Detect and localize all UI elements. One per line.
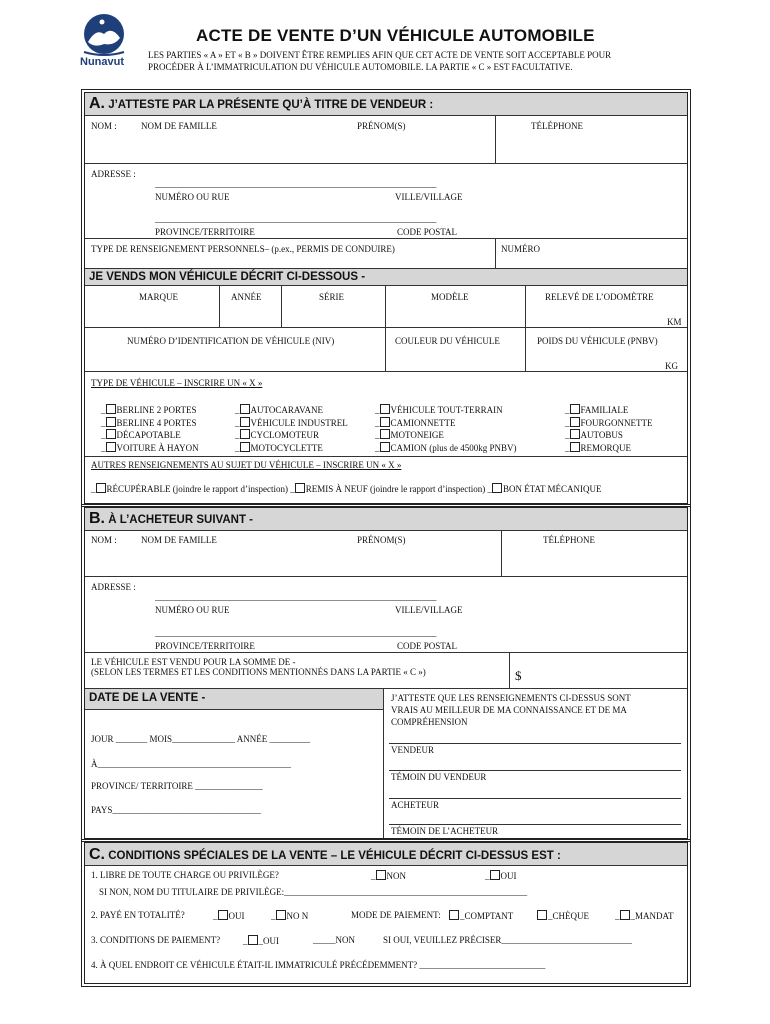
vehicle-type-option[interactable]: _ VÉHICULE INDUSTREL: [235, 417, 348, 428]
checkbox-icon: [240, 429, 250, 439]
other-info-label: AUTRES RENSEIGNEMENTS AU SUJET DU VÉHICULE – INSCRIRE UN « X »: [91, 460, 402, 470]
section-c-conditions: [84, 842, 688, 984]
payment-cash-option[interactable]: _COMPTANT: [449, 910, 513, 921]
vehicle-type-col-1: [101, 404, 199, 454]
vehicle-type-option[interactable]: _ VOITURE À HAYON: [101, 442, 199, 453]
vehicle-type-option[interactable]: _ DÉCAPOTABLE: [101, 430, 181, 440]
payment-cheque-option[interactable]: _CHÈQUE: [537, 910, 589, 921]
seller-phone-field[interactable]: TÉLÉPHONE: [531, 121, 583, 131]
seller-province-label: PROVINCE/TERRITOIRE: [155, 227, 255, 237]
vehicle-type-option[interactable]: _ BERLINE 2 PORTES: [101, 405, 197, 415]
q1-oui-option[interactable]: _ OUI: [485, 871, 517, 881]
nunavut-logo: [78, 12, 130, 72]
checkbox-icon: [240, 404, 250, 414]
vehicle-type-col-4: [565, 404, 653, 454]
rebuilt-option[interactable]: _ REMIS À NEUF (joindre le rapport d’inspection): [290, 484, 486, 494]
subtitle-line-2: PROCÉDER À L’IMMATRICULATION DU VÉHICULE AUTOMOBILE. LA PARTIE « C » EST FACULTATIVE.: [148, 62, 573, 72]
vehicle-type-label: TYPE DE VÉHICULE – INSCRIRE UN « X »: [91, 378, 263, 388]
vehicle-type-option[interactable]: _ CAMION (plus de 4500kg PNBV): [375, 442, 517, 453]
vehicle-type-option[interactable]: _ CYCLOMOTEUR: [235, 430, 320, 440]
seller-firstname-field[interactable]: PRÉNOM(S): [357, 121, 406, 131]
q3-payment-terms: 3. CONDITIONS DE PAIEMENT?: [91, 935, 221, 945]
vehicle-year-field[interactable]: ANNÉE: [231, 292, 262, 302]
buyer-street-label: NUMÉRO OU RUE: [155, 605, 230, 615]
vehicle-title: JE VENDS MON VÉHICULE DÉCRIT CI-DESSOUS -: [89, 271, 366, 283]
seller-street-label: NUMÉRO OU RUE: [155, 192, 230, 202]
vehicle-type-option[interactable]: _ MOTONEIGE: [375, 430, 444, 440]
form-subtitle: [148, 49, 708, 73]
buyer-signature-field[interactable]: ACHETEUR: [391, 800, 439, 810]
good-condition-option[interactable]: _ BON ÉTAT MÉCANIQUE: [487, 484, 602, 494]
buyer-city-label: VILLE/VILLAGE: [395, 605, 463, 615]
section-b-buyer: [84, 507, 688, 839]
q3-non-option[interactable]: _____NON: [313, 935, 355, 945]
vehicle-type-option[interactable]: _ FAMILIALE: [565, 405, 629, 415]
sale-amount-label: LE VÉHICULE EST VENDU POUR LA SOMME DE -: [91, 657, 296, 667]
vehicle-type-option[interactable]: _ CAMIONNETTE: [375, 417, 456, 428]
checkbox-icon: [449, 910, 459, 920]
buyer-nom-label: NOM :: [91, 535, 117, 545]
q1-lien-free: 1. LIBRE DE TOUTE CHARGE OU PRIVILÈGE?: [91, 870, 279, 880]
sale-amount-field[interactable]: $: [515, 668, 522, 683]
checkbox-icon: [218, 910, 228, 920]
seller-id-type-field[interactable]: TYPE DE RENSEIGNEMENT PERSONNELS– (p.ex., PERMIS DE CONDUIRE): [91, 244, 395, 254]
payment-terms-field[interactable]: SI OUI, VEUILLEZ PRÉCISER_____________________________: [383, 935, 632, 945]
q2-oui-option[interactable]: _ OUI: [213, 911, 245, 921]
checkbox-icon: [490, 870, 500, 880]
subtitle-line-1: LES PARTIES « A » ET « B » DOIVENT ÊTRE REMPLIES AFIN QUE CET ACTE DE VENTE SOIT ACCEPTABLE POUR: [148, 50, 612, 60]
q4-previous-registration[interactable]: 4. À QUEL ENDROIT CE VÉHICULE ÉTAIT-IL IMMATRICULÉ PRÉCÉDEMMENT? ____________________________: [91, 960, 546, 970]
vehicle-type-option[interactable]: _ AUTOCARAVANE: [235, 405, 324, 415]
checkbox-icon: [620, 910, 630, 920]
sale-country-field[interactable]: PAYS_________________________________: [91, 805, 261, 815]
vehicle-type-col-3: [375, 404, 517, 454]
checkbox-icon: [106, 429, 116, 439]
checkbox-icon: [248, 935, 258, 945]
seller-id-number-field[interactable]: NUMÉRO: [501, 244, 541, 254]
vehicle-odometer-field[interactable]: RELEVÉ DE L’ODOMÈTRE: [545, 292, 654, 302]
checkbox-icon: [537, 910, 547, 920]
vehicle-type-option[interactable]: _ MOTOCYCLETTE: [235, 442, 323, 453]
buyer-firstname-field[interactable]: PRÉNOM(S): [357, 535, 406, 545]
checkbox-icon: [106, 417, 116, 427]
vehicle-type-option[interactable]: _ AUTOBUS: [565, 430, 623, 440]
checkbox-icon: [570, 417, 580, 427]
checkbox-icon: [570, 404, 580, 414]
checkbox-icon: [106, 442, 116, 452]
checkbox-icon: [492, 483, 502, 493]
seller-address-line-2[interactable]: ________________________________________________________________________: [155, 214, 436, 224]
salvage-option[interactable]: _ RÉCUPÉRABLE (joindre le rapport d’inspection): [91, 484, 288, 494]
seller-lastname-field[interactable]: NOM DE FAMILLE: [141, 121, 217, 131]
sale-amount-note: (SELON LES TERMES ET LES CONDITIONS MENTIONNÉS DANS LA PARTIE « C »): [91, 667, 426, 677]
sale-province-field[interactable]: PROVINCE/ TERRITOIRE _______________: [91, 781, 263, 791]
checkbox-icon: [295, 483, 305, 493]
vehicle-vin-field[interactable]: NUMÉRO D’IDENTIFICATION DE VÉHICULE (NIV): [127, 336, 335, 346]
checkbox-icon: [276, 910, 286, 920]
payment-money-order-option[interactable]: _ _MANDAT: [615, 911, 674, 921]
checkbox-icon: [380, 429, 390, 439]
checkbox-icon: [106, 404, 116, 414]
section-b-title: B. À L’ACHETEUR SUIVANT -: [89, 510, 254, 527]
seller-signature-field[interactable]: VENDEUR: [391, 745, 434, 755]
buyer-province-label: PROVINCE/TERRITOIRE: [155, 641, 255, 651]
vehicle-model-field[interactable]: MODÈLE: [431, 292, 469, 302]
lienholder-name-field[interactable]: SI NON, NOM DU TITULAIRE DE PRIVILÈGE:______________________________________________________: [99, 887, 528, 897]
weight-unit-kg: KG: [665, 361, 678, 371]
vehicle-make-field[interactable]: MARQUE: [139, 292, 179, 302]
buyer-postal-label: CODE POSTAL: [397, 641, 458, 651]
buyer-address-label: ADRESSE :: [91, 582, 136, 592]
seller-witness-field[interactable]: TÉMOIN DU VENDEUR: [391, 772, 487, 782]
vehicle-type-option[interactable]: _ VÉHICULE TOUT-TERRAIN: [375, 405, 503, 415]
buyer-address-line-2[interactable]: ________________________________________________________________________: [155, 628, 436, 638]
checkbox-icon: [570, 442, 580, 452]
checkbox-icon: [96, 483, 106, 493]
checkbox-icon: [376, 870, 386, 880]
sale-date-fields[interactable]: JOUR _______ MOIS______________ ANNÉE _________: [91, 734, 311, 744]
seller-address-line-1[interactable]: ________________________________________________________________________: [155, 179, 436, 189]
vehicle-series-field[interactable]: SÉRIE: [319, 292, 345, 302]
checkbox-icon: [240, 442, 250, 452]
vehicle-type-option[interactable]: _ REMORQUE: [565, 442, 632, 453]
seller-postal-label: CODE POSTAL: [397, 227, 458, 237]
q2-paid-in-full: 2. PAYÉ EN TOTALITÉ?: [91, 910, 185, 920]
sale-date-title: DATE DE LA VENTE -: [89, 692, 206, 704]
vehicle-color-field[interactable]: COULEUR DU VÉHICULE: [395, 336, 500, 346]
other-info-options: [91, 483, 602, 494]
sale-place-field[interactable]: À___________________________________________: [91, 759, 291, 769]
buyer-address-line-1[interactable]: ________________________________________________________________________: [155, 592, 436, 602]
vehicle-type-option[interactable]: _ BERLINE 4 PORTES: [101, 417, 197, 428]
checkbox-icon: [570, 429, 580, 439]
section-c-title: C. CONDITIONS SPÉCIALES DE LA VENTE – LE VÉHICULE DÉCRIT CI-DESSUS EST :: [89, 846, 561, 863]
section-a-title: A. J’ATTESTE PAR LA PRÉSENTE QU’À TITRE DE VENDEUR :: [89, 95, 434, 112]
q2-non-option[interactable]: _ NO N: [271, 911, 309, 921]
checkbox-icon: [380, 442, 390, 452]
logo-text: Nunavut: [80, 56, 124, 68]
checkbox-icon: [380, 404, 390, 414]
seller-nom-label: NOM :: [91, 121, 117, 131]
vehicle-type-col-2: [235, 404, 348, 454]
buyer-lastname-field[interactable]: NOM DE FAMILLE: [141, 535, 217, 545]
vehicle-weight-field[interactable]: POIDS DU VÉHICULE (PNBV): [537, 336, 658, 346]
seller-address-label: ADRESSE :: [91, 169, 136, 179]
buyer-witness-field[interactable]: TÉMOIN DE L’ACHETEUR: [391, 826, 499, 836]
checkbox-icon: [240, 417, 250, 427]
payment-mode-label: MODE DE PAIEMENT:: [351, 910, 441, 920]
seller-city-label: VILLE/VILLAGE: [395, 192, 463, 202]
attestation-text: J’ATTESTE QUE LES RENSEIGNEMENTS CI-DESSUS SONT VRAIS AU MEILLEUR DE MA CONNAISSANCE ET DE MA COMPRÉHENSION: [391, 693, 631, 727]
form-title: ACTE DE VENTE D’UN VÉHICULE AUTOMOBILE: [196, 26, 595, 45]
vehicle-type-option[interactable]: _ FOURGONNETTE: [565, 417, 653, 428]
section-a-seller: [84, 92, 688, 504]
checkbox-icon: [380, 417, 390, 427]
q1-non-option[interactable]: _ NON: [371, 871, 406, 881]
odometer-unit-km: KM: [667, 317, 682, 327]
q3-oui-option[interactable]: _ _OUI: [243, 936, 279, 946]
buyer-phone-field[interactable]: TÉLÉPHONE: [543, 535, 595, 545]
